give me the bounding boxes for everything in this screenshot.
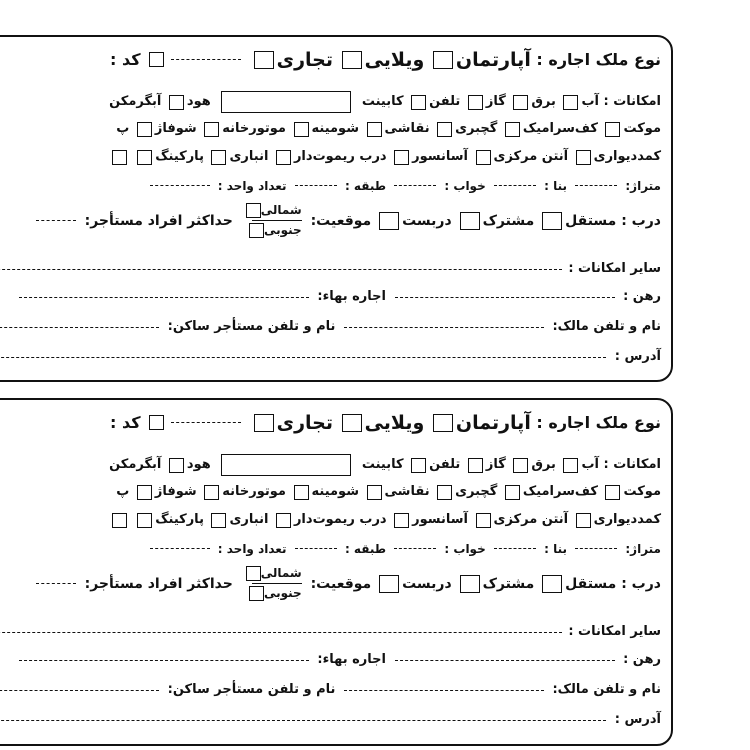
floor-label: طبقه : [344,541,387,556]
units-field[interactable] [150,548,210,549]
other-facilities-label: سایر امکانات : [568,624,661,639]
facilities-row-2 [116,119,661,140]
cabinet-textbox[interactable] [221,454,351,476]
shared-label: مشترک [482,575,535,592]
deposit-label: رهن : [623,652,661,667]
parking-label: پارکینگ [155,512,204,527]
owner-field[interactable] [344,327,544,328]
extra-checkbox[interactable] [112,513,127,528]
owner-tenant-row [0,317,661,338]
gas-checkbox[interactable] [468,95,483,110]
carpet-checkbox[interactable] [605,122,620,137]
property-type-row [110,412,661,433]
shared-label: مشترک [482,212,535,229]
elevator-label: آسانسور [412,149,469,164]
engine-room-label: موتورخانه [222,484,286,499]
gas-label: گاز [485,457,506,472]
area-row [146,538,661,559]
owner-field[interactable] [344,690,544,691]
units-field[interactable] [150,185,210,186]
plaster-label: گچبری [455,121,498,136]
tenant-label: نام و تلفن مستأجر ساکن: [167,319,336,334]
max-tenants-label: حداکثر افراد مستأجر: [84,575,233,592]
address-label: آدرس : [614,712,661,727]
plaster-label: گچبری [455,484,498,499]
electricity-label: برق [531,457,556,472]
rental-form-card-1 [0,35,673,382]
north-label: شمالی [260,203,302,217]
electricity-label: برق [531,94,556,109]
facilities-row-2 [116,482,661,503]
fireplace-label: شومینه [311,121,359,136]
units-label: تعداد واحد : [217,541,287,556]
fireplace-label: شومینه [311,484,359,499]
north-checkbox[interactable] [246,203,261,218]
other-facilities-label: سایر امکانات : [568,261,661,276]
address-field[interactable] [0,357,606,358]
orientation-fraction [242,566,302,601]
cut-off-label: پ [116,121,130,136]
units-label: تعداد واحد : [217,178,287,193]
north-label: شمالی [260,566,302,580]
tenant-field[interactable] [0,690,159,691]
wall-closet-label: کمددیواری [593,149,661,164]
owner-label: نام و تلفن مالک: [552,682,661,697]
carpet-label: موکت [623,121,661,136]
rent-field[interactable] [19,297,309,298]
elevator-checkbox[interactable] [394,150,409,165]
storage-checkbox[interactable] [211,150,226,165]
wall-closet-checkbox[interactable] [576,150,591,165]
tenant-label: نام و تلفن مستأجر ساکن: [167,682,336,697]
storage-label: انباری [229,149,269,164]
gas-checkbox[interactable] [468,458,483,473]
build-field[interactable] [494,185,536,186]
hood-label: هود [186,457,211,472]
remote-door-checkbox[interactable] [276,513,291,528]
plaster-checkbox[interactable] [437,485,452,500]
carpet-label: موکت [623,484,661,499]
whole-label: دربست [402,212,452,229]
apartment-label: آپارتمان [455,411,531,434]
floor-field[interactable] [295,548,337,549]
heater-checkbox[interactable] [137,485,152,500]
address-row [0,347,661,368]
fireplace-checkbox[interactable] [294,122,309,137]
property-type-label: نوع ملک اجاره : [536,412,661,432]
water-label: آب [581,94,599,109]
area-field[interactable] [575,185,617,186]
other-facilities-field[interactable] [0,632,562,633]
bedroom-field[interactable] [394,185,436,186]
phone-label: تلفن [429,94,461,109]
heater-label: شوفاژ [154,121,197,136]
deposit-field[interactable] [395,297,615,298]
facilities-label: امکانات : [603,457,661,472]
heater-label: شوفاژ [154,484,197,499]
parking-checkbox[interactable] [137,150,152,165]
water-label: آب [581,457,599,472]
deposit-label: رهن : [623,289,661,304]
owner-tenant-row [0,680,661,701]
bedroom-label: خواب : [444,178,486,193]
property-type-label: نوع ملک اجاره : [536,49,661,69]
deposit-rent-row [15,650,661,671]
facilities-row-1 [109,91,661,113]
painting-label: نقاشی [384,121,430,136]
parking-label: پارکینگ [155,149,204,164]
wall-closet-label: کمددیواری [593,512,661,527]
max-tenants-field[interactable] [36,220,76,221]
apartment-checkbox[interactable] [433,51,453,69]
property-type-row [110,49,661,70]
hood-label: هود [186,94,211,109]
ceramic-floor-label: کف‌سرامیک [522,121,598,136]
deposit-field[interactable] [395,660,615,661]
code-label: کد : [110,49,141,69]
bedroom-label: خواب : [444,541,486,556]
central-antenna-label: آنتن مرکزی [493,149,569,164]
code-checkbox[interactable] [149,52,164,67]
wall-closet-checkbox[interactable] [576,513,591,528]
central-antenna-label: آنتن مرکزی [493,512,569,527]
area-label: متراژ: [625,178,661,193]
apartment-checkbox[interactable] [433,414,453,432]
hood-checkbox[interactable] [169,458,184,473]
shared-checkbox[interactable] [460,575,480,593]
storage-checkbox[interactable] [211,513,226,528]
cabinet-textbox[interactable] [221,91,351,113]
villa-label: ویلایی [364,411,425,434]
area-field[interactable] [575,548,617,549]
carpet-checkbox[interactable] [605,485,620,500]
tenant-field[interactable] [0,327,159,328]
apartment-label: آپارتمان [455,48,531,71]
location-label: موقعیت: [310,575,372,592]
extra-checkbox[interactable] [112,150,127,165]
fireplace-checkbox[interactable] [294,485,309,500]
build-field[interactable] [494,548,536,549]
orientation-fraction [242,203,302,238]
south-checkbox[interactable] [249,223,264,238]
plaster-checkbox[interactable] [437,122,452,137]
water-checkbox[interactable] [563,458,578,473]
owner-label: نام و تلفن مالک: [552,319,661,334]
commercial-checkbox[interactable] [254,51,274,69]
facilities-row-1 [109,454,661,476]
water-heater-label: آبگرمکن [109,457,162,472]
max-tenants-field[interactable] [36,583,76,584]
villa-label: ویلایی [364,48,425,71]
elevator-label: آسانسور [412,512,469,527]
floor-label: طبقه : [344,178,387,193]
remote-door-label: درب ریموت‌دار [293,149,387,164]
villa-checkbox[interactable] [342,51,362,69]
elevator-checkbox[interactable] [394,513,409,528]
north-checkbox[interactable] [246,566,261,581]
code-field[interactable] [171,59,241,60]
painting-checkbox[interactable] [367,122,382,137]
area-label: متراژ: [625,541,661,556]
other-facilities-row [0,622,661,643]
rent-label: اجاره بهاء: [317,652,387,667]
area-row [146,175,661,196]
south-label: جنوبی [263,223,302,237]
door-label: درب : مستقل [565,212,661,229]
electricity-checkbox[interactable] [513,458,528,473]
water-heater-label: آبگرمکن [109,94,162,109]
rental-form-card-2 [0,398,673,746]
electricity-checkbox[interactable] [513,95,528,110]
south-label: جنوبی [263,586,302,600]
code-label: کد : [110,412,141,432]
independent-checkbox[interactable] [542,575,562,593]
commercial-label: تجاری [276,48,333,71]
gas-label: گاز [485,94,506,109]
central-antenna-checkbox[interactable] [476,513,491,528]
facilities-row-3 [109,510,661,531]
other-facilities-row [0,259,661,280]
door-row [32,566,661,601]
ceramic-floor-checkbox[interactable] [505,485,520,500]
remote-door-checkbox[interactable] [276,150,291,165]
address-label: آدرس : [614,349,661,364]
code-checkbox[interactable] [149,415,164,430]
door-row [32,203,661,238]
deposit-rent-row [15,287,661,308]
address-row [0,710,661,731]
location-label: موقعیت: [310,212,372,229]
parking-checkbox[interactable] [137,513,152,528]
cut-off-label: پ [116,484,130,499]
max-tenants-label: حداکثر افراد مستأجر: [84,212,233,229]
phone-label: تلفن [429,457,461,472]
commercial-checkbox[interactable] [254,414,274,432]
build-label: بنا : [544,178,567,193]
water-checkbox[interactable] [563,95,578,110]
central-antenna-checkbox[interactable] [476,150,491,165]
heater-checkbox[interactable] [137,122,152,137]
engine-room-label: موتورخانه [222,121,286,136]
rent-label: اجاره بهاء: [317,289,387,304]
cabinet-label: کابینت [361,94,404,109]
engine-room-checkbox[interactable] [204,122,219,137]
other-facilities-field[interactable] [0,269,562,270]
villa-checkbox[interactable] [342,414,362,432]
storage-label: انباری [229,512,269,527]
code-field[interactable] [171,422,241,423]
engine-room-checkbox[interactable] [204,485,219,500]
painting-label: نقاشی [384,484,430,499]
ceramic-floor-label: کف‌سرامیک [522,484,598,499]
ceramic-floor-checkbox[interactable] [505,122,520,137]
cabinet-label: کابینت [361,457,404,472]
build-label: بنا : [544,541,567,556]
facilities-row-3 [109,147,661,168]
phone-checkbox[interactable] [411,458,426,473]
independent-checkbox[interactable] [542,212,562,230]
hood-checkbox[interactable] [169,95,184,110]
remote-door-label: درب ریموت‌دار [293,512,387,527]
commercial-label: تجاری [276,411,333,434]
floor-field[interactable] [295,185,337,186]
door-label: درب : مستقل [565,575,661,592]
shared-checkbox[interactable] [460,212,480,230]
painting-checkbox[interactable] [367,485,382,500]
phone-checkbox[interactable] [411,95,426,110]
bedroom-field[interactable] [394,548,436,549]
facilities-label: امکانات : [603,94,661,109]
address-field[interactable] [0,720,606,721]
rent-field[interactable] [19,660,309,661]
south-checkbox[interactable] [249,586,264,601]
whole-checkbox[interactable] [379,575,399,593]
whole-label: دربست [402,575,452,592]
whole-checkbox[interactable] [379,212,399,230]
